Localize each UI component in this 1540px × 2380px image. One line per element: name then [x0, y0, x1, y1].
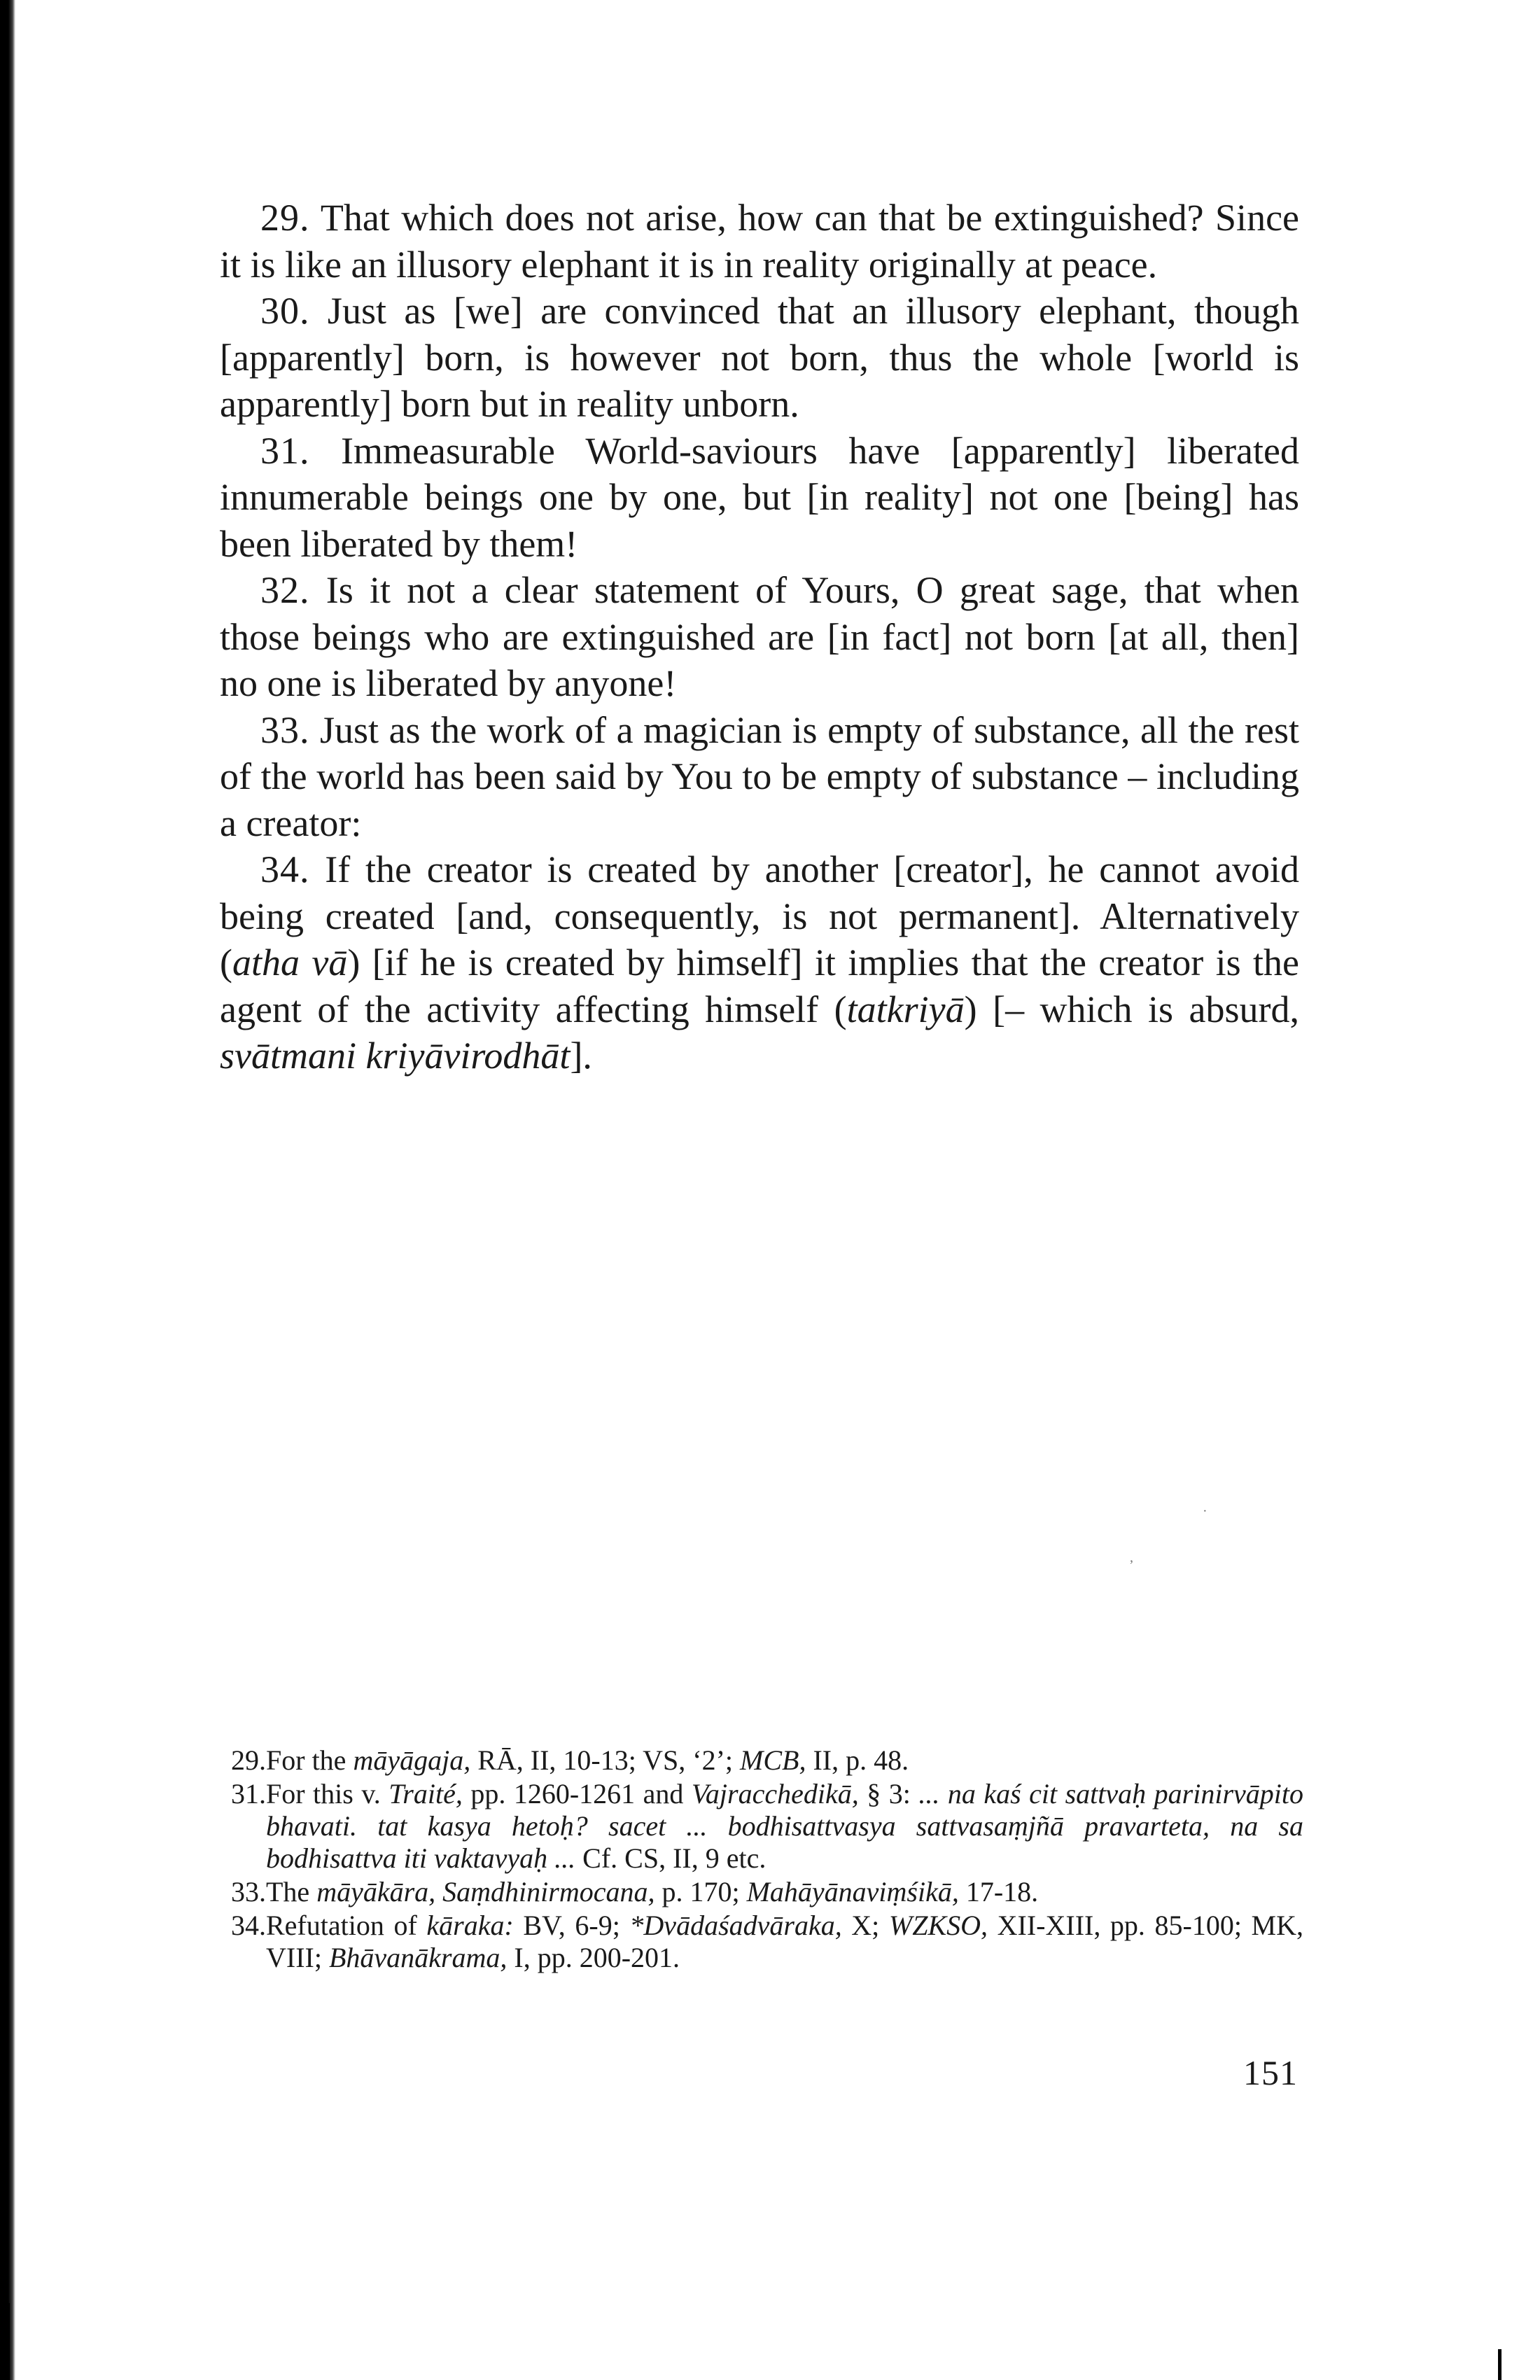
- footnote-number: 34.: [231, 1910, 266, 1941]
- footnote-31: [231, 1778, 1303, 1875]
- verse-number: 30.: [260, 290, 310, 332]
- verse-text: Just as the work of a magician is empty of substance, all the rest of the world has been said by You to be empty of substance – including a creator:: [220, 708, 1299, 844]
- scan-speck: ·: [1203, 1504, 1208, 1519]
- footnote-italic: WZKSO,: [888, 1910, 988, 1941]
- verse-32: [220, 567, 1299, 707]
- verse-text: ) [if he is created by himself] it implies that the creator is the agent of the activity affecting himself (: [220, 941, 1299, 1030]
- page-binding-edge: [0, 0, 15, 2380]
- verse-number: 34.: [260, 848, 310, 890]
- verse-text: Just as [we] are convinced that an illusory elephant, though [apparently] born, is however not born, thus the whole [world is apparently] born but in reality unborn.: [220, 290, 1299, 425]
- edge-mark-bottom-left: [0, 2303, 10, 2380]
- footnote-italic: māyākāra, Saṃdhinirmocana,: [316, 1876, 655, 1907]
- footnote-34: [231, 1910, 1303, 1974]
- footnote-italic: māyāgaja,: [353, 1744, 471, 1776]
- footnote-text: RĀ, II, 10-13; VS, ‘2’;: [470, 1744, 741, 1776]
- footnote-text: I, pp. 200-201.: [507, 1942, 680, 1973]
- footnote-number: 29.: [231, 1744, 266, 1776]
- footnote-29: [231, 1744, 1303, 1777]
- footnote-text: For the: [266, 1744, 354, 1776]
- verse-text: ) [– which is absurd,: [964, 988, 1299, 1030]
- footnote-text: X;: [841, 1910, 889, 1941]
- footnote-number: 33.: [231, 1876, 266, 1907]
- footnote-text: The: [266, 1876, 317, 1907]
- verse-33: [220, 707, 1299, 847]
- footnote-text: pp. 1260-1261 and: [462, 1778, 692, 1809]
- verse-29: [220, 195, 1299, 288]
- footnote-italic: *Dvādaśadvāraka,: [629, 1910, 842, 1941]
- verse-text: Immeasurable World-saviours have [apparently] liberated innumerable beings one by one, but [in reality] not one [being] has been liberated by them!: [220, 429, 1299, 565]
- verse-30: [220, 288, 1299, 428]
- verse-text: That which does not arise, how can that be extinguished? Since it is like an illusory elephant it is in reality originally at peace.: [220, 197, 1299, 286]
- verse-34: [220, 846, 1299, 1079]
- footnote-text: p. 170;: [654, 1876, 747, 1907]
- footnote-33: [231, 1876, 1303, 1908]
- footnote-text: § 3:: [858, 1778, 919, 1809]
- verse-number: 33.: [260, 708, 310, 751]
- footnotes-block: [231, 1744, 1303, 1975]
- footnote-italic: Traité,: [388, 1778, 463, 1809]
- verse-number: 29.: [260, 197, 310, 239]
- verse-text-block: [220, 195, 1299, 1079]
- verse-text: Is it not a clear statement of Yours, O great sage, that when those beings who are extinguished are [in fact] not born [at all, then] no one is liberated by anyone!: [220, 569, 1299, 704]
- footnote-text: 17-18.: [958, 1876, 1039, 1907]
- footnote-italic: Bhāvanākrama,: [328, 1942, 507, 1973]
- footnote-text: Cf. CS, II, 9 etc.: [575, 1842, 766, 1874]
- footnote-italic: MCB,: [740, 1744, 806, 1776]
- footnote-italic: Vajracchedikā,: [691, 1778, 859, 1809]
- footnote-text: BV, 6-9;: [513, 1910, 630, 1941]
- sanskrit-term: atha vā: [232, 941, 348, 983]
- verse-text: If the creator is created by another [creator], he cannot avoid being created [and, consequently, is not permanent]. Alternatively (: [220, 848, 1299, 983]
- edge-mark-bottom-right: [1498, 2349, 1502, 2380]
- footnote-number: 31.: [231, 1778, 266, 1809]
- footnote-italic: kāraka:: [426, 1910, 514, 1941]
- footnote-text: For this v.: [266, 1778, 389, 1809]
- footnote-text: XII-XIII, pp. 85-100; MK, VIII;: [266, 1910, 1304, 1973]
- footnote-text: Refutation of: [266, 1910, 427, 1941]
- verse-31: [220, 428, 1299, 568]
- sanskrit-term: svātmani kriyāvirodhāt: [220, 1035, 570, 1077]
- scan-speck: ,: [1130, 1550, 1133, 1565]
- footnote-text: II, p. 48.: [806, 1744, 909, 1776]
- footnote-italic: ... na kaś cit sattvaḥ parinirvāpito bhavati. tat kasya hetoḥ? sacet ... bodhisattvasya sattvasaṃjñā pravarteta, na sa bodhisattva iti vaktavyaḥ ...: [266, 1778, 1303, 1874]
- footnote-italic: Mahāyānaviṃśikā,: [746, 1876, 959, 1907]
- page-number: 151: [1243, 2053, 1298, 2092]
- verse-text: ].: [570, 1035, 592, 1077]
- verse-number: 31.: [260, 429, 310, 472]
- sanskrit-term: tatkriyā: [846, 988, 965, 1030]
- verse-number: 32.: [260, 569, 310, 611]
